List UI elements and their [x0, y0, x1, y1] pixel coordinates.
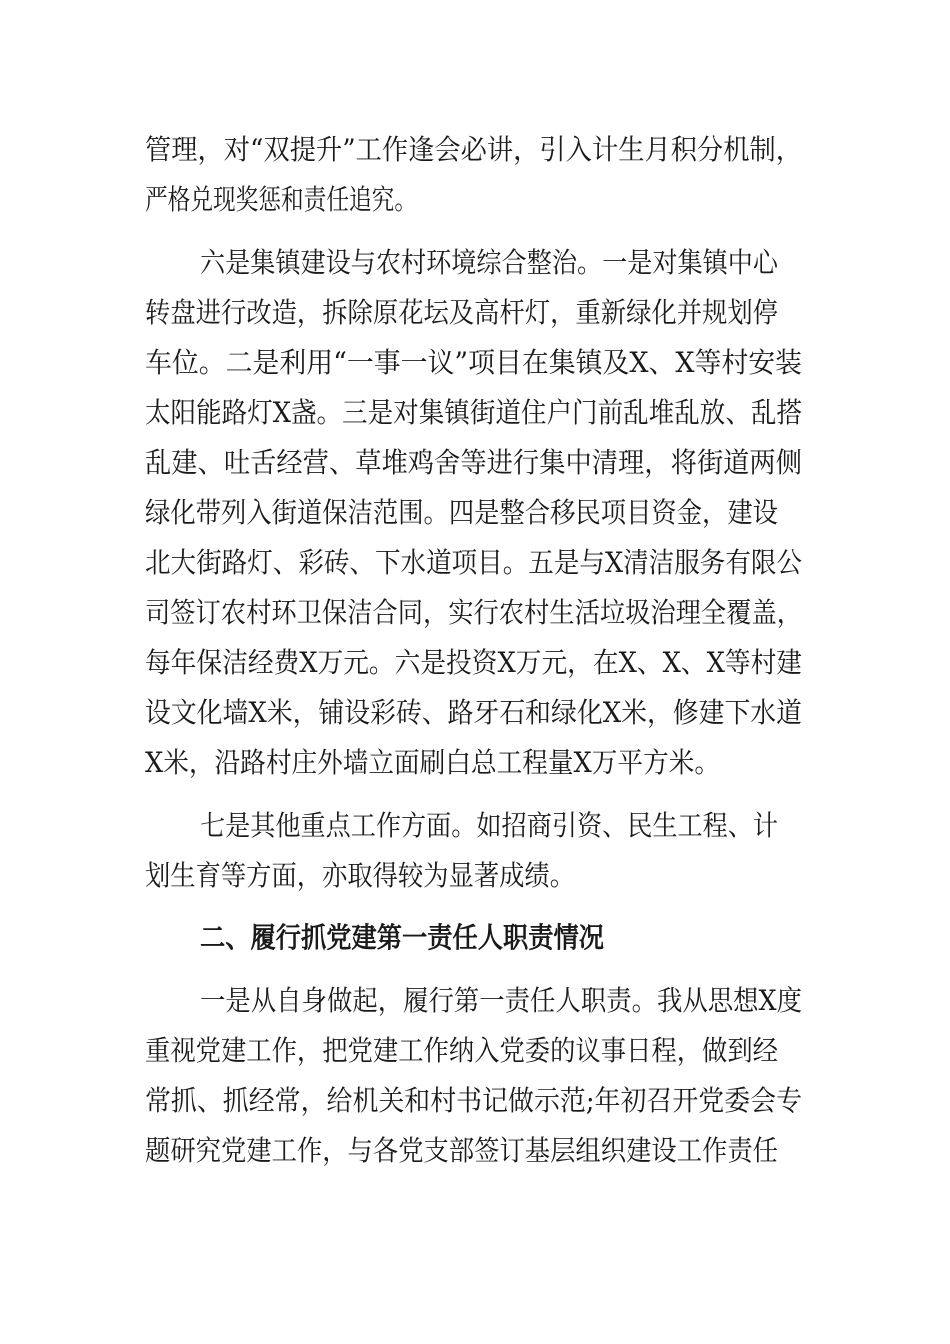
text-line: [0, 543, 950, 583]
text-line-content: 北大街路灯、彩砖、下水道项目。五是与X清洁服务有限公: [145, 546, 802, 579]
text-line-content: 严格兑现奖惩和责任追究。: [145, 183, 417, 216]
text-line-content: X米，沿路村庄外墙立面刷白总工程量X万平方米。: [145, 746, 720, 779]
text-line: [0, 130, 950, 170]
text-line: [0, 856, 950, 896]
text-line: [0, 393, 950, 433]
text-line-content: 绿化带列入街道保洁范围。四是整合移民项目资金，建设: [145, 496, 778, 529]
text-line-content: 乱建、吐舌经营、草堆鸡舍等进行集中清理，将街道两侧: [145, 446, 802, 479]
text-line: [0, 981, 950, 1021]
text-line: [0, 293, 950, 333]
text-line-content: 车位。二是利用“一事一议”项目在集镇及X、X等村安装: [145, 346, 802, 379]
text-line: [0, 493, 950, 533]
text-line-content: 太阳能路灯X盏。三是对集镇街道住户门前乱堆乱放、乱搭: [145, 396, 802, 429]
text-line: [0, 743, 950, 783]
text-line-content: 重视党建工作，把党建工作纳入党委的议事日程，做到经: [145, 1034, 778, 1067]
text-line: [0, 1131, 950, 1171]
text-line: [0, 343, 950, 383]
text-line-content: 设文化墙X米，铺设彩砖、路牙石和绿化X米，修建下水道: [145, 696, 802, 729]
text-line-content: 七是其他重点工作方面。如招商引资、民生工程、计: [200, 809, 778, 842]
text-line: [0, 1081, 950, 1121]
text-line: [0, 593, 950, 633]
section-heading-text: 二、履行抓党建第一责任人职责情况: [200, 921, 604, 954]
text-line: [0, 806, 950, 846]
text-line-content: 一是从自身做起，履行第一责任人职责。我从思想X度: [200, 984, 802, 1017]
text-line-content: 司签订农村环卫保洁合同，实行农村生活垃圾治理全覆盖，: [145, 596, 802, 629]
text-line: [0, 1031, 950, 1071]
text-line-content: 题研究党建工作，与各党支部签订基层组织建设工作责任: [145, 1134, 778, 1167]
text-line-content: 常抓、抓经常，给机关和村书记做示范;年初召开党委会专: [145, 1084, 802, 1117]
text-line-content: 每年保洁经费X万元。六是投资X万元，在X、X、X等村建: [145, 646, 802, 679]
text-line: [0, 243, 950, 283]
section-heading: [0, 918, 950, 958]
text-line: [0, 180, 950, 220]
text-line-content: 划生育等方面，亦取得较为显著成绩。: [145, 859, 575, 892]
text-line: [0, 443, 950, 483]
text-line-content: 转盘进行改造，拆除原花坛及高杆灯，重新绿化并规划停: [145, 296, 778, 329]
text-line-content: 管理，对“双提升”工作逢会必讲，引入计生月积分机制，: [145, 133, 802, 166]
text-line: [0, 693, 950, 733]
text-line-content: 六是集镇建设与农村环境综合整治。一是对集镇中心: [200, 246, 778, 279]
text-line: [0, 643, 950, 683]
